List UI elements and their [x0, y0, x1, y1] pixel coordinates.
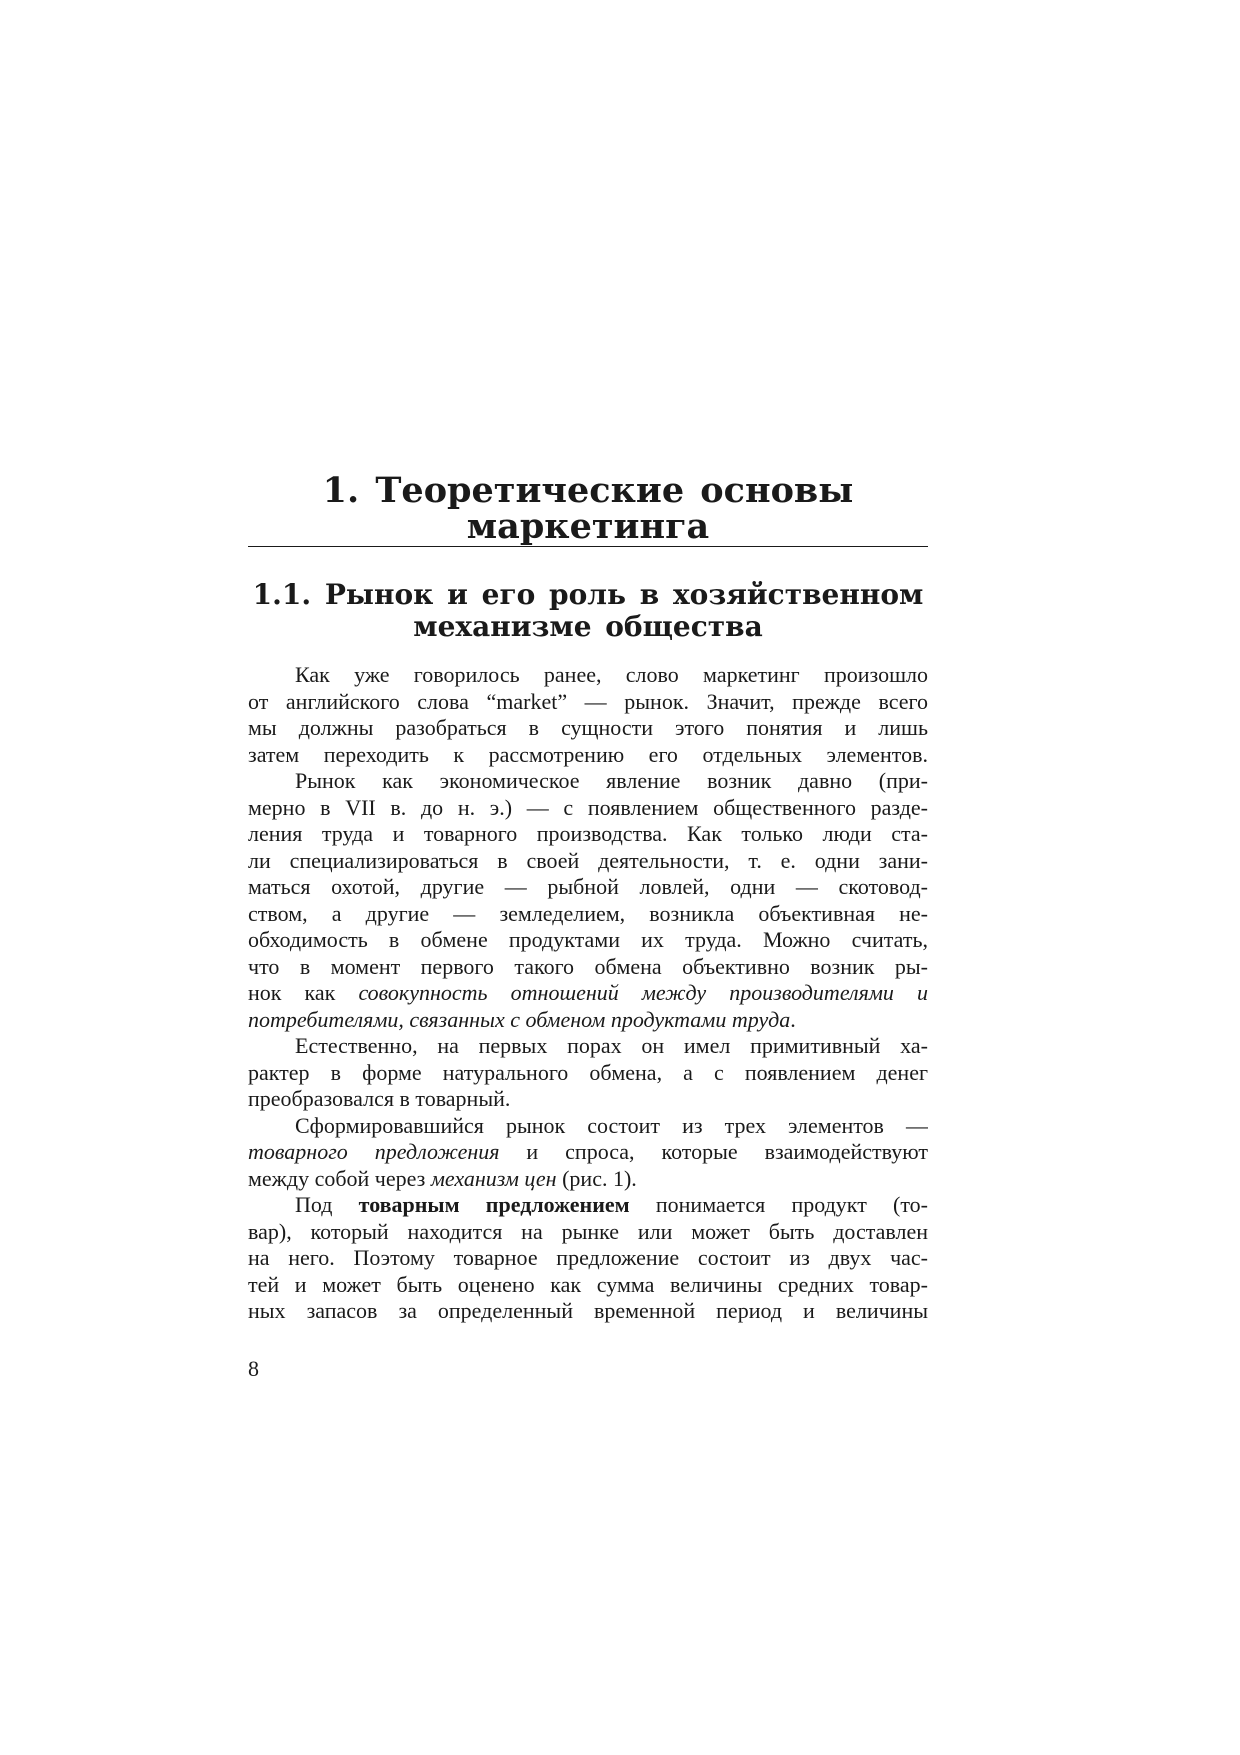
text-line	[248, 1007, 928, 1034]
chapter-divider	[248, 546, 928, 547]
body-text	[248, 662, 928, 1325]
text-line	[248, 1192, 928, 1219]
text-line: ли специализироваться в своей деятельности, т. е. одни зани-	[248, 847, 928, 873]
text-line	[248, 1139, 928, 1166]
text-line: ством, а другие — земледелием, возникла объективная не-	[248, 900, 928, 926]
text-line: преобразовался в товарный.	[248, 1086, 511, 1111]
term-bold: товарным предложением	[358, 1192, 630, 1217]
chapter-title-line-2: маркетинга	[466, 506, 710, 547]
definition-italic: совокупность отношений между производителями и	[358, 980, 928, 1005]
term-italic: товарного предложения	[248, 1139, 500, 1164]
text-line: затем переходить к рассмотрению его отдельных элементов.	[248, 741, 928, 767]
paragraph-1	[248, 662, 928, 768]
text-line: от английского слова “market” — рынок. Значит, прежде всего	[248, 688, 928, 714]
term-italic: механизм цен	[430, 1165, 557, 1191]
text-line: Естественно, на первых порах он имел примитивный ха-	[295, 1033, 928, 1058]
text-line: на него. Поэтому товарное предложение состоит из двух час-	[248, 1245, 928, 1270]
text-line: что в момент первого такого обмена объективно возник ры-	[248, 953, 928, 979]
paragraph-5	[248, 1192, 928, 1325]
text-run: Под	[295, 1192, 359, 1217]
text-run: нок как	[248, 980, 359, 1005]
section-title-line-1: 1.1. Рынок и его роль в хозяйственном	[252, 578, 924, 611]
text-line	[248, 1166, 928, 1193]
text-line: маться охотой, другие — рыбной ловлей, одни — скотовод-	[248, 874, 928, 899]
text-line: рактер в форме натурального обмена, а с появлением денег	[248, 1059, 928, 1085]
text-line: Рынок как экономическое явление возник давно (при-	[295, 768, 928, 793]
text-line: вар), который находится на рынке или может быть доставлен	[248, 1218, 928, 1244]
text-line: мерно в VII в. до н. э.) — с появлением общественного разде-	[248, 794, 928, 820]
text-line	[248, 980, 928, 1007]
text-line: ления труда и товарного производства. Как только люди ста-	[248, 821, 928, 846]
section-title-line-2: механизме общества	[413, 610, 763, 643]
paragraph-2	[248, 768, 928, 1033]
text-line: тей и может быть оценено как сумма величины средних товар-	[248, 1271, 928, 1297]
text-line: ных запасов за определенный временной период и величины	[248, 1298, 928, 1323]
text-line: Как уже говорилось ранее, слово маркетинг произошло	[295, 662, 928, 687]
text-line: Сформировавшийся рынок состоит из трех элементов —	[295, 1112, 928, 1138]
text-run: и спроса, которые взаимодействуют	[499, 1139, 928, 1164]
text-run: понимается продукт (то-	[629, 1192, 928, 1217]
page-number: 8	[248, 1356, 259, 1381]
text-line: обходимость в обмене продуктами их труда. Можно считать,	[248, 927, 928, 952]
text-run: .	[790, 1006, 796, 1032]
definition-italic: потребителями, связанных с обменом продуктами труда	[248, 1006, 791, 1032]
text-run: (рис. 1).	[556, 1165, 637, 1191]
chapter-title	[248, 470, 928, 547]
chapter-title-line-1: 1. Теоретические основы	[322, 470, 854, 511]
section-title	[248, 579, 928, 643]
paragraph-4	[248, 1113, 928, 1193]
paragraph-3	[248, 1033, 928, 1113]
text-line: мы должны разобраться в сущности этого понятия и лишь	[248, 715, 928, 740]
text-run: между собой через	[248, 1165, 431, 1191]
